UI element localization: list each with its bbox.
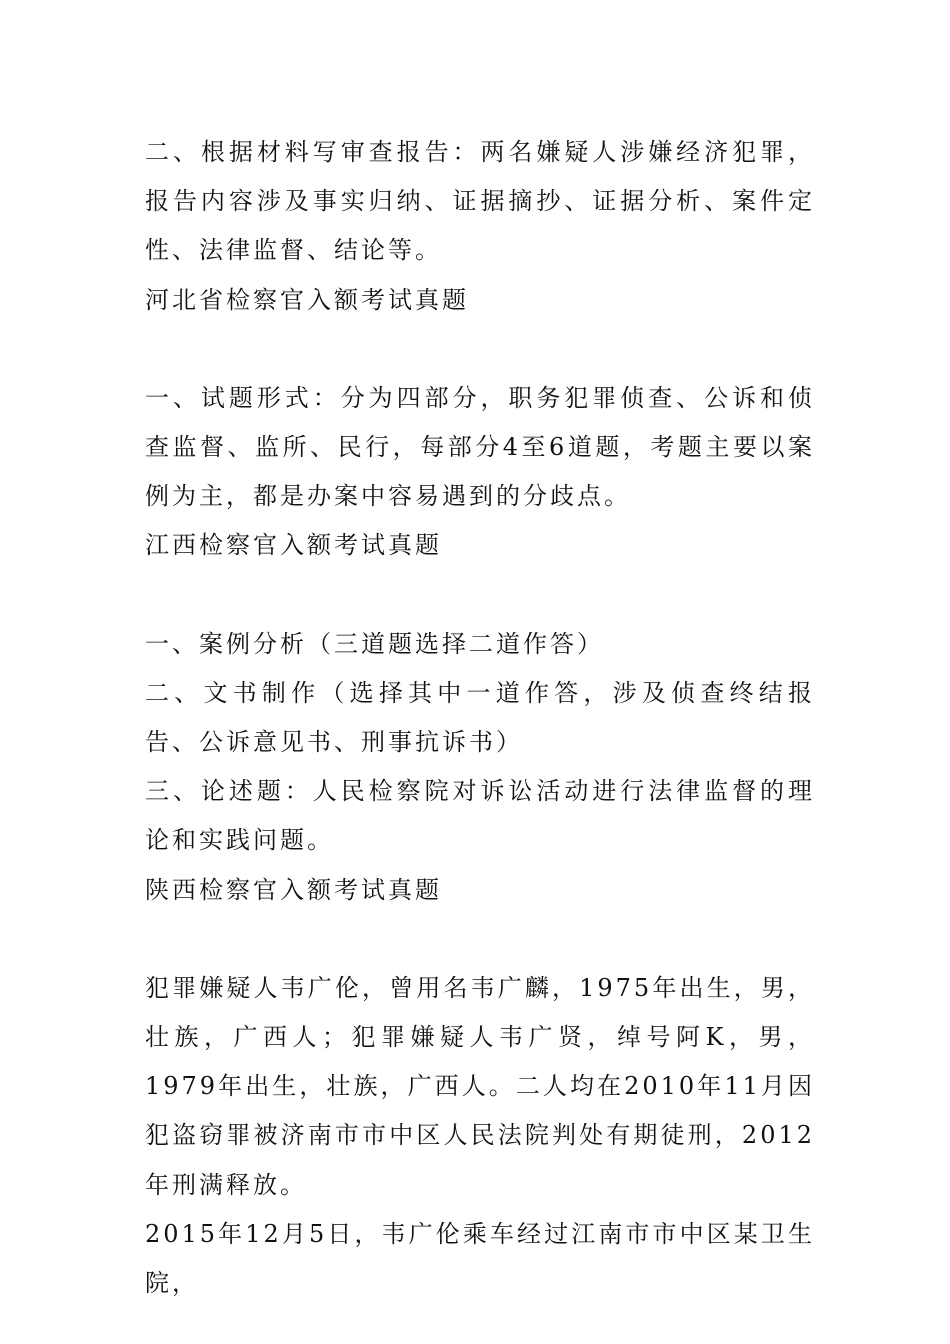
item-case-analysis: 一、案例分析（三道题选择二道作答） — [145, 629, 604, 658]
blank-line — [145, 915, 815, 964]
item-essay-question: 三、论述题：人民检察院对诉讼活动进行法律监督的理论和实践问题。 — [145, 777, 815, 855]
paragraph-review-report: 二、根据材料写审查报告：两名嫌疑人涉嫌经济犯罪，报告内容涉及事实归纳、证据摘抄、证据分析、案件定性、法律监督、结论等。 — [145, 138, 815, 265]
heading-shaanxi-exam: 陕西检察官入额考试真题 — [145, 875, 442, 904]
item-document-drafting: 二、文书制作（选择其中一道作答，涉及侦查终结报告、公诉意见书、刑事抗诉书） — [145, 678, 815, 757]
heading-jiangxi-exam: 江西检察官入额考试真题 — [145, 531, 442, 560]
paragraph-case-start: 2015年12月5日，韦广伦乘车经过江南市市中区某卫生院， — [145, 1219, 815, 1298]
document-body — [145, 128, 815, 1308]
paragraph-suspects: 犯罪嫌疑人韦广伦，曾用名韦广麟，1975年出生，男，壮族，广西人；犯罪嫌疑人韦广贤，绰号阿K，男，1979年出生，壮族，广西人。二人均在2010年11月因犯盗窃罪被济南市市中区人民法院判处有期徒刑，2012年刑满释放。 — [145, 973, 815, 1199]
paragraph-exam-format: 一、试题形式：分为四部分，职务犯罪侦查、公诉和侦查监督、监所、民行，每部分4至6道题，考题主要以案例为主，都是办案中容易遇到的分歧点。 — [145, 383, 815, 511]
heading-hebei-exam: 河北省检察官入额考试真题 — [145, 285, 469, 314]
blank-line — [145, 325, 815, 374]
blank-line — [145, 571, 815, 620]
